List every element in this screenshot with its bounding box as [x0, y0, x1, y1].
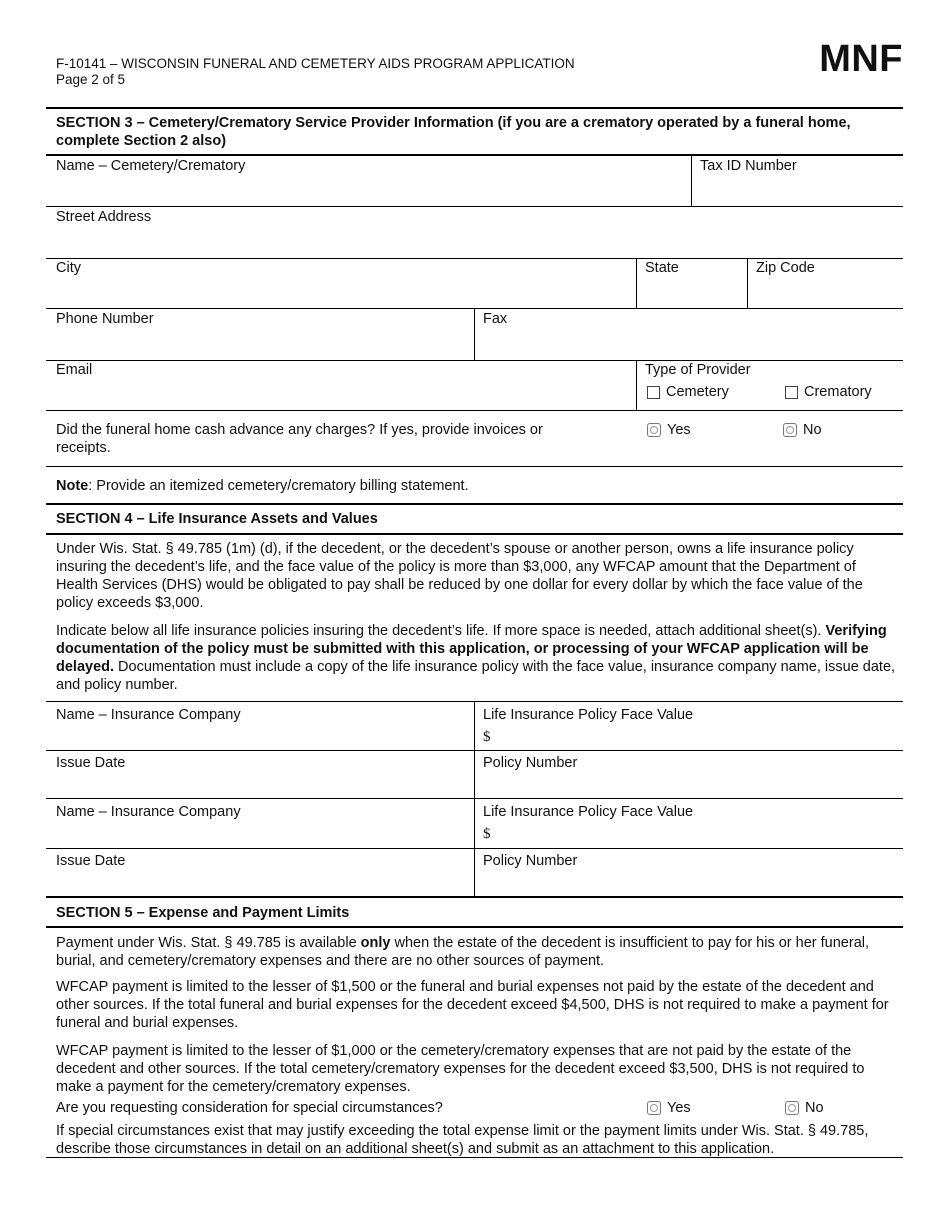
- issue-date-2-field[interactable]: Issue Date: [56, 853, 126, 869]
- section5-para1-bold: only: [360, 935, 391, 951]
- special-no-label: No: [805, 1100, 824, 1116]
- divider: [46, 360, 903, 361]
- email-field[interactable]: Email: [56, 362, 93, 378]
- insurance-company-2-field[interactable]: Name – Insurance Company: [56, 804, 241, 820]
- section4-para2-bold: Verifying documentation of the policy must be submitted with this application, or processing of your WFCAP application will be delayed.: [56, 623, 887, 675]
- section4-paragraph-2: [56, 622, 898, 694]
- face-value-1-field[interactable]: Life Insurance Policy Face Value: [483, 707, 694, 723]
- section3-title: SECTION 3 – Cemetery/Crematory Service Provider Information (if you are a crematory operated by a funeral home, complete Section 2 also): [56, 115, 851, 149]
- divider: [636, 258, 637, 309]
- page-number: Page 2 of 5: [56, 72, 126, 87]
- provider-type-label: Type of Provider: [645, 362, 751, 378]
- section4-para2-text-b: Documentation must include a copy of the life insurance policy with the face value, insurance company name, issue date, and policy number.: [56, 659, 896, 693]
- section5-top-rule: [46, 896, 903, 898]
- form-code: MNF: [819, 38, 903, 80]
- special-no-radio[interactable]: [785, 1101, 799, 1115]
- face-value-2-field[interactable]: Life Insurance Policy Face Value: [483, 804, 694, 820]
- section5-paragraph-3: WFCAP payment is limited to the lesser of $1,000 or the cemetery/crematory expenses that are not paid by the estate of the decedent and other sources. If the total cemetery/crematory expenses for the decedent exceed $3,500, DHS is not required to make a payment for the cemetery/crematory expenses.: [56, 1043, 865, 1095]
- divider: [46, 750, 903, 751]
- form-title: F-10141 – WISCONSIN FUNERAL AND CEMETERY AIDS PROGRAM APPLICATION: [56, 56, 575, 71]
- divider: [46, 1157, 903, 1158]
- section5-para1-text-b: when the estate of the decedent is insufficient to pay for his or her funeral, burial, and cemetery/crematory expenses and there are no other sources of payment.: [56, 935, 870, 969]
- divider: [46, 848, 903, 849]
- cemetery-checkbox-label: Cemetery: [666, 384, 729, 400]
- cash-advance-yes-label: Yes: [667, 422, 691, 438]
- crematory-checkbox[interactable]: [785, 386, 798, 399]
- section4-paragraph-1: Under Wis. Stat. § 49.785 (1m) (d), if the decedent, or the decedent’s spouse or another person, owns a life insurance policy insuring the decedent’s life, and the face value of the policy is more than $3,000, any WFCAP amount that the Department of Health Services (DHS) would be obligated to pay shall be reduced by one dollar for every dollar by which the face value of the policy exceeds $3,000.: [56, 541, 863, 611]
- section5-para1-text-a: Payment under Wis. Stat. § 49.785 is available: [56, 935, 361, 951]
- special-yes-radio[interactable]: [647, 1101, 661, 1115]
- tax-id-field[interactable]: Tax ID Number: [700, 158, 797, 174]
- state-field[interactable]: State: [645, 260, 679, 276]
- policy-number-1-field[interactable]: Policy Number: [483, 755, 578, 771]
- note-label: Note: [56, 478, 89, 494]
- insurance-company-1-field[interactable]: Name – Insurance Company: [56, 707, 241, 723]
- section3-title-rule: [46, 154, 903, 156]
- fax-field[interactable]: Fax: [483, 311, 508, 327]
- cemetery-name-field[interactable]: Name – Cemetery/Crematory: [56, 158, 246, 174]
- divider: [747, 258, 748, 309]
- section5-paragraph-4: If special circumstances exist that may justify exceeding the total expense limit or the payment limits under Wis. Stat. § 49.785, describe those circumstances in detail on an additional sheet(s) and submit as an attachment to this application.: [56, 1123, 869, 1157]
- section5-paragraph-1: [56, 934, 898, 970]
- face-value-2-dollar: $: [483, 826, 491, 842]
- zip-code-field[interactable]: Zip Code: [756, 260, 815, 276]
- issue-date-1-field[interactable]: Issue Date: [56, 755, 126, 771]
- special-yes-label: Yes: [667, 1100, 691, 1116]
- divider: [636, 360, 637, 410]
- cash-advance-no-label: No: [803, 422, 822, 438]
- section5-title: SECTION 5 – Expense and Payment Limits: [56, 905, 350, 921]
- divider: [691, 155, 692, 207]
- divider: [46, 466, 903, 467]
- street-address-field[interactable]: Street Address: [56, 209, 152, 225]
- cash-advance-yes-radio[interactable]: [647, 423, 661, 437]
- cash-advance-question: Did the funeral home cash advance any charges? If yes, provide invoices or receipts.: [56, 422, 543, 456]
- special-circumstances-question: Are you requesting consideration for special circumstances?: [56, 1100, 443, 1116]
- policy-number-2-field[interactable]: Policy Number: [483, 853, 578, 869]
- section4-top-rule: [46, 503, 903, 505]
- divider: [46, 206, 903, 207]
- cash-advance-no-radio[interactable]: [783, 423, 797, 437]
- billing-note: [56, 477, 898, 495]
- section4-title-rule: [46, 533, 903, 535]
- section4-title: SECTION 4 – Life Insurance Assets and Values: [56, 511, 378, 527]
- divider: [474, 701, 475, 897]
- form-header: [56, 56, 575, 88]
- divider: [46, 798, 903, 799]
- divider: [46, 410, 903, 411]
- phone-number-field[interactable]: Phone Number: [56, 311, 154, 327]
- divider: [474, 308, 475, 360]
- note-text: : Provide an itemized cemetery/crematory billing statement.: [88, 478, 469, 494]
- city-field[interactable]: City: [56, 260, 81, 276]
- section3-top-rule: [46, 107, 903, 109]
- cemetery-checkbox[interactable]: [647, 386, 660, 399]
- crematory-checkbox-label: Crematory: [804, 384, 872, 400]
- section5-paragraph-2: WFCAP payment is limited to the lesser of $1,500 or the funeral and burial expenses not paid by the estate of the decedent and other sources. If the total funeral and burial expenses for the decedent exceed $4,500, DHS is not required to make a payment for funeral and burial expenses.: [56, 979, 889, 1031]
- section4-para2-text-a: Indicate below all life insurance policies insuring the decedent’s life. If more space is needed, attach additional sheet(s).: [56, 623, 826, 639]
- section5-title-rule: [46, 926, 903, 928]
- face-value-1-dollar: $: [483, 729, 491, 745]
